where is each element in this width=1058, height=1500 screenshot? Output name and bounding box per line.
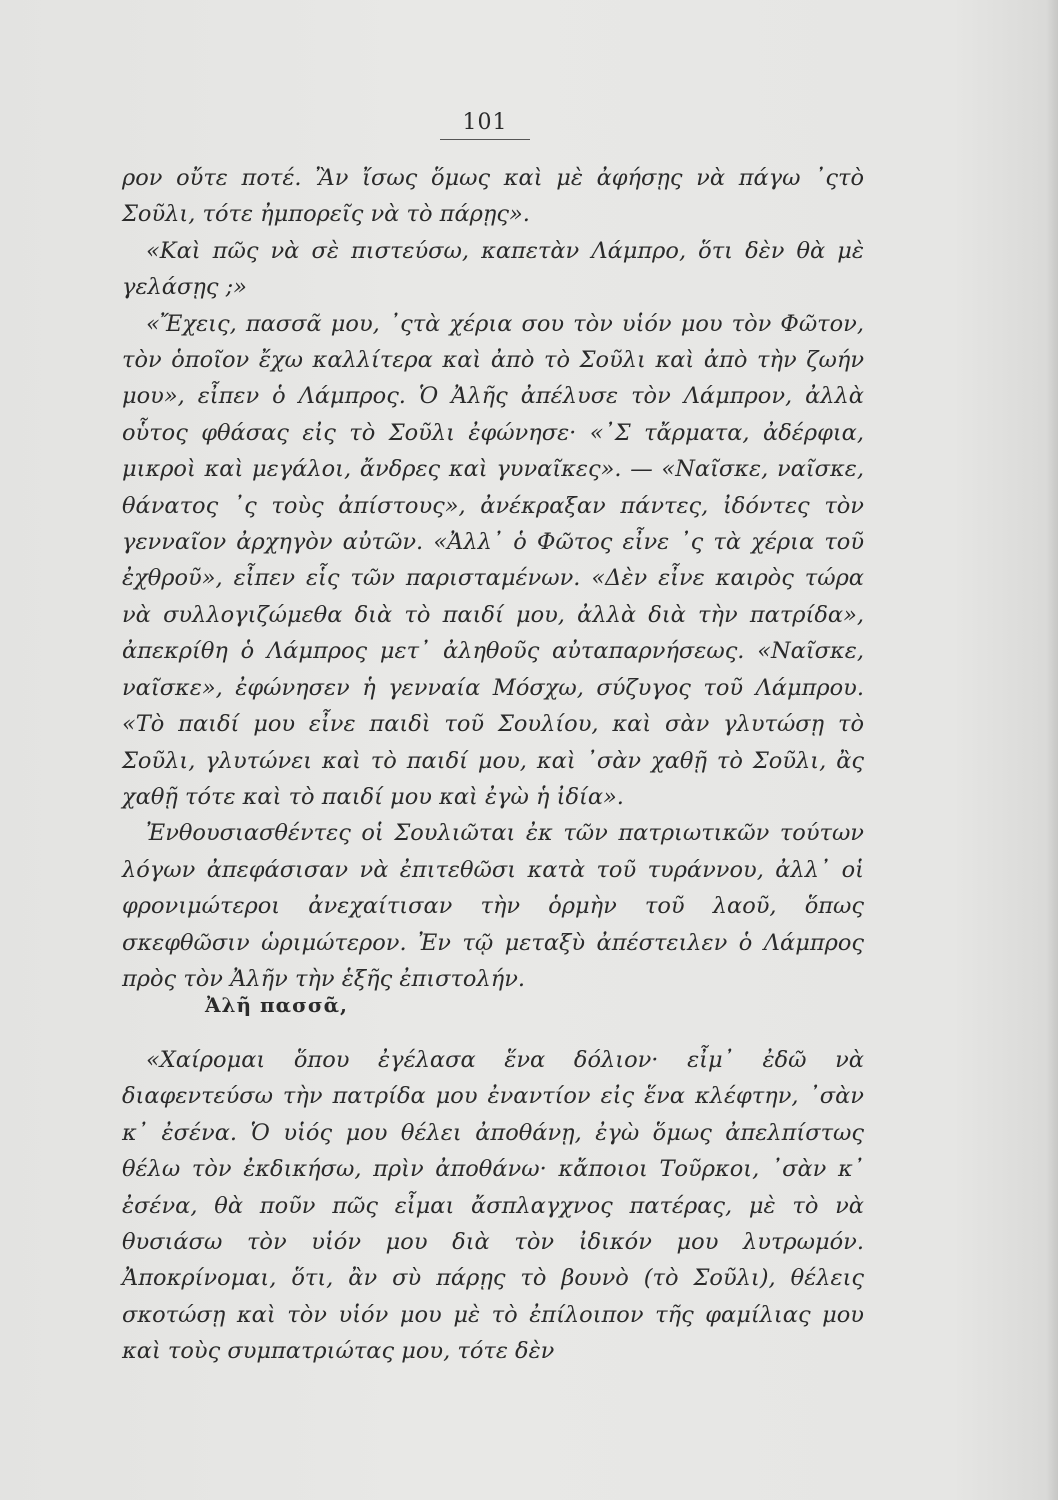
- main-text: [122, 160, 864, 997]
- letter-paragraph: «Χαίρομαι ὅπου ἐγέλασα ἕνα δόλιον· εἶμ᾽ ἐδῶ νὰ διαφεντεύσω τὴν πατρίδα μου ἐναντίον εἰς ἕνα κλέφτην, ᾽σὰν κ᾽ ἐσένα. Ὁ υἱός μου θέλει ἀποθάνῃ, ἐγὼ ὅμως ἀπελπίστως θέλω τὸν ἐκδικήσω, πρὶν ἀποθάνω· κἄποιοι Τοῦρκοι, ᾽σὰν κ᾽ ἐσένα, θὰ ποῦν πῶς εἶμαι ἄσπλαγχνος πατέρας, μὲ τὸ νὰ θυσιάσω τὸν υἱόν μου διὰ τὸν ἰδικόν μου λυτρωμόν. Ἀποκρίνομαι, ὅτι, ἂν σὺ πάρῃς τὸ βουνὸ (τὸ Σοῦλι), θέλεις σκοτώσῃ καὶ τὸν υἱόν μου μὲ τὸ ἐπίλοιπον τῆς φαμίλιας μου καὶ τοὺς συμπατριώτας μου, τότε δὲν: [122, 1047, 864, 1365]
- page-number: 101: [440, 110, 530, 140]
- paragraph-dialogue: «Ἔχεις, πασσᾶ μου, ᾽ςτὰ χέρια σου τὸν υἱόν μου τὸν Φῶτον, τὸν ὁποῖον ἔχω καλλίτερα καὶ ἀπὸ τὸ Σοῦλι καὶ ἀπὸ τὴν ζωήν μου», εἶπεν ὁ Λάμπρος. Ὁ Ἀλῆς ἀπέλυσε τὸν Λάμπρον, ἀλλὰ οὗτος φθάσας εἰς τὸ Σοῦλι ἐφώνησε· «᾽Σ τἄρματα, ἀδέρφια, μικροὶ καὶ μεγάλοι, ἄνδρες καὶ γυναῖκες». — «Ναῖσκε, ναῖσκε, θάνατος ᾽ς τοὺς ἀπίστους», ἀνέκραξαν πάντες, ἰδόντες τὸν γενναῖον ἀρχηγὸν αὐτῶν. «Ἀλλ᾽ ὁ Φῶτος εἶνε ᾽ς τὰ χέρια τοῦ ἐχθροῦ», εἶπεν εἷς τῶν παρισταμένων. «Δὲν εἶνε καιρὸς τώρα νὰ συλλογιζώμεθα διὰ τὸ παιδί μου, ἀλλὰ διὰ τὴν πατρίδα», ἀπεκρίθη ὁ Λάμπρος μετ᾽ ἀληθοῦς αὐταπαρνήσεως. «Ναῖσκε, ναῖσκε», ἐφώνησεν ἡ γενναία Μόσχω, σύζυγος τοῦ Λάμπρου. «Τὸ παιδί μου εἶνε παιδὶ τοῦ Σουλίου, καὶ σὰν γλυτώσῃ τὸ Σοῦλι, γλυτώνει καὶ τὸ παιδί μου, καὶ ᾽σὰν χαθῇ τὸ Σοῦλι, ἂς χαθῇ τότε καὶ τὸ παιδί μου καὶ ἐγὼ ἡ ἰδία».: [122, 310, 864, 810]
- paragraph-question: «Καὶ πῶς νὰ σὲ πιστεύσω, καπετὰν Λάμπρο, ὅτι δὲν θὰ μὲ γελάσῃς ;»: [122, 237, 864, 301]
- paragraph-narration: Ἐνθουσιασθέντες οἱ Σουλιῶται ἐκ τῶν πατριωτικῶν τούτων λόγων ἀπεφάσισαν νὰ ἐπιτεθῶσι κατὰ τοῦ τυράννου, ἀλλ᾽ οἱ φρονιμώτεροι ἀνεχαίτισαν τὴν ὁρμὴν τοῦ λαοῦ, ὅπως σκεφθῶσιν ὡριμώτερον. Ἐν τῷ μεταξὺ ἀπέστειλεν ὁ Λάμπρος πρὸς τὸν Ἀλῆν τὴν ἑξῆς ἐπιστολήν.: [122, 820, 864, 992]
- letter-salutation: Ἀλῆ πασσᾶ,: [205, 993, 348, 1017]
- letter-text: [122, 1042, 864, 1370]
- paragraph-continuation: ρον οὔτε ποτέ. Ἂν ἴσως ὅμως καὶ μὲ ἀφήσῃς νὰ πάγω ᾽ςτὸ Σοῦλι, τότε ἠμπορεῖς νὰ τὸ πάρῃς».: [122, 165, 864, 228]
